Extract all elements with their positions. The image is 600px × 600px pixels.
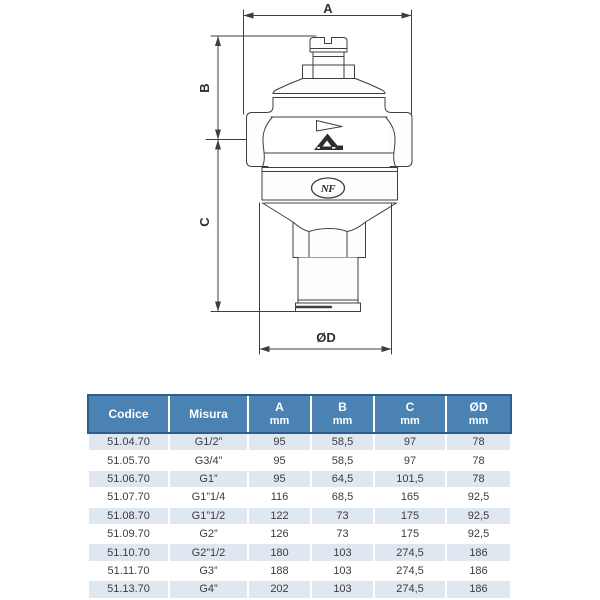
dimension-a-label: A: [323, 1, 333, 16]
cell-d: 186: [447, 544, 510, 560]
cell-codice: 51.07.70: [89, 489, 168, 505]
cell-c: 165: [375, 489, 445, 505]
cell-d: 78: [447, 452, 510, 468]
cell-d: 186: [447, 563, 510, 579]
cell-c: 274,5: [375, 563, 445, 579]
table-row: [89, 526, 510, 542]
cell-misura: G4”: [170, 581, 247, 597]
cell-misura: G1”1/4: [170, 489, 247, 505]
cell-a: 116: [249, 489, 310, 505]
table-row: [89, 489, 510, 505]
cell-d: 92,5: [447, 508, 510, 524]
dimension-d-label: ØD: [316, 330, 336, 345]
cell-a: 95: [249, 471, 310, 487]
cell-misura: G1/2”: [170, 434, 247, 450]
cell-a: 95: [249, 434, 310, 450]
cell-a: 122: [249, 508, 310, 524]
cell-c: 101,5: [375, 471, 445, 487]
cell-codice: 51.05.70: [89, 452, 168, 468]
cell-b: 73: [312, 508, 373, 524]
cell-d: 92,5: [447, 526, 510, 542]
valve-body: [247, 38, 413, 312]
cell-b: 73: [312, 526, 373, 542]
cell-codice: 51.04.70: [89, 434, 168, 450]
cell-a: 95: [249, 452, 310, 468]
column-header-a: A mm: [249, 396, 310, 432]
cell-d: 186: [447, 581, 510, 597]
dimension-c-label: C: [197, 217, 212, 227]
table-row: [89, 452, 510, 468]
cell-codice: 51.10.70: [89, 544, 168, 560]
table-row: [89, 581, 510, 597]
cell-codice: 51.09.70: [89, 526, 168, 542]
column-header-d: ØD mm: [447, 396, 510, 432]
cell-codice: 51.11.70: [89, 563, 168, 579]
cell-d: 78: [447, 471, 510, 487]
arrowhead-left-icon: [244, 12, 254, 18]
nf-logo-text: NF: [320, 183, 336, 195]
cell-c: 175: [375, 508, 445, 524]
union-nut: [293, 222, 366, 258]
cell-d: 78: [447, 434, 510, 450]
cell-c: 274,5: [375, 544, 445, 560]
adjustment-cap: [310, 38, 347, 53]
arrowhead-up-icon: [215, 36, 221, 46]
cell-misura: G2”: [170, 526, 247, 542]
cell-codice: 51.08.70: [89, 508, 168, 524]
arrowhead-down-icon: [215, 130, 221, 140]
cell-d: 92,5: [447, 489, 510, 505]
table-row: [89, 434, 510, 450]
cell-codice: 51.13.70: [89, 581, 168, 597]
table-row: [89, 563, 510, 579]
cell-b: 103: [312, 581, 373, 597]
cell-misura: G1”: [170, 471, 247, 487]
cell-b: 58,5: [312, 434, 373, 450]
hex-adjuster: [303, 65, 355, 79]
flow-direction-icon: [317, 121, 343, 132]
column-header-codice: Codice: [89, 396, 168, 432]
cell-c: 97: [375, 452, 445, 468]
tailpiece: [298, 258, 358, 304]
cell-a: 188: [249, 563, 310, 579]
cell-misura: G3/4”: [170, 452, 247, 468]
cell-c: 274,5: [375, 581, 445, 597]
cell-misura: G1”1/2: [170, 508, 247, 524]
watermark-triangle-icon: [314, 134, 343, 151]
table-header-row: [89, 396, 510, 432]
cell-misura: G3”: [170, 563, 247, 579]
cap-stem: [313, 52, 344, 65]
table-row: [89, 471, 510, 487]
cell-b: 103: [312, 544, 373, 560]
cell-codice: 51.06.70: [89, 471, 168, 487]
cell-b: 64,5: [312, 471, 373, 487]
column-header-b: B mm: [312, 396, 373, 432]
cell-b: 103: [312, 563, 373, 579]
arrowhead-up-icon: [215, 140, 221, 150]
dimensions-table: [87, 394, 512, 600]
cell-c: 97: [375, 434, 445, 450]
arrowhead-right-icon: [402, 12, 412, 18]
cell-a: 126: [249, 526, 310, 542]
spring-bonnet: [273, 79, 385, 94]
column-header-misura: Misura: [170, 396, 247, 432]
cell-b: 68,5: [312, 489, 373, 505]
arrowhead-down-icon: [215, 302, 221, 312]
cell-c: 175: [375, 526, 445, 542]
arrowhead-right-icon: [382, 346, 392, 352]
cell-a: 180: [249, 544, 310, 560]
table-row: [89, 508, 510, 524]
table-row: [89, 544, 510, 560]
column-header-c: C mm: [375, 396, 445, 432]
dimension-b-label: B: [197, 83, 212, 93]
cell-misura: G2”1/2: [170, 544, 247, 560]
cell-a: 202: [249, 581, 310, 597]
cell-b: 58,5: [312, 452, 373, 468]
arrowhead-left-icon: [260, 346, 270, 352]
